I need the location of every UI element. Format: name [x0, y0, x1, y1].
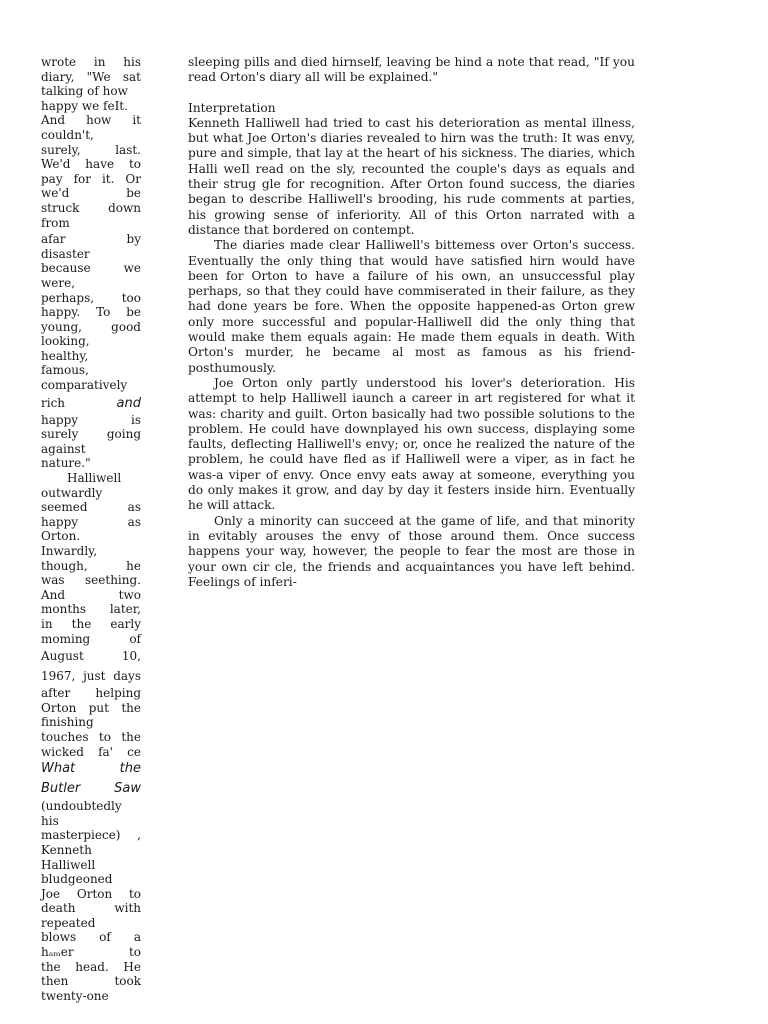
text-line: Inwardly, — [41, 544, 98, 558]
text-line: in the early — [41, 616, 141, 631]
text-line: Kenneth — [41, 842, 92, 857]
body-paragraph: Joe Orton only partly understood his lover's deterioration. His attempt to help Halliwell iaunch a career in art registered for what it was: charity and guilt. Orton basically had two possible solutions to the problem. He could have downplayed his own success, displaying some faults, deflecting Halliwell's envy; or, once he realized the nature of the problem, he could have fled as if Halliwell were a viper, as in fact he was-a viper of envy. Once envy eats away at someone, everything you do only makes it grow, and day by day it festers inside hirn. Eventually he will attack. — [188, 375, 635, 513]
text-line: wrote in his — [41, 55, 141, 69]
text-line: happy is — [41, 412, 141, 427]
text-line: we'd be — [41, 186, 141, 201]
text-line: death with — [41, 901, 141, 916]
text-line: pay for it. Or — [41, 171, 141, 186]
text-line: famous, — [41, 363, 89, 378]
text-line: months later, — [41, 602, 141, 617]
text-line: touches to the — [41, 729, 141, 744]
text-line: Halliwell — [67, 471, 122, 486]
text-line-italic-mix — [41, 393, 141, 413]
text-line: against — [41, 441, 86, 456]
text-line: perhaps, too — [41, 290, 141, 305]
text-line: Orton put the — [41, 700, 141, 715]
text-line: talking of how — [41, 84, 128, 99]
text-line: And two — [41, 587, 141, 602]
text-line: were, — [41, 275, 76, 290]
text-line: couldn't, — [41, 127, 94, 142]
text-line: hₐₘer to — [41, 945, 141, 960]
body-paragraph: Kenneth Halliwell had tried to cast his deterioration as mental illness, but what Joe Orton's diaries revealed to hirn was the truth: It was envy, pure and simple, that lay at the heart of his sickness. The diaries, which Halli weIl read on the sly, recounted the couple's days as equals and their strug gle for recognition. After Orton found success, the diaries began to describe Halliwell's brooding, his rude comments at parties, his growing sense of inferiority. All of this Orton narrated with a distance that bordered on contempt. — [188, 115, 635, 237]
text-line: surely, last. — [41, 142, 141, 157]
text-line: was seething. — [41, 573, 141, 588]
text-line: the head. He — [41, 959, 141, 974]
text-line: disaster — [41, 246, 90, 261]
right-column — [188, 55, 635, 590]
text-word: rich — [41, 395, 66, 410]
text-line: 1967, just days — [41, 669, 141, 684]
text-line: bludgeoned — [41, 872, 113, 887]
text-line: young, good — [41, 319, 141, 334]
body-paragraph: Only a minority can succeed at the game of life, and that minority in evitably arouses the envy of those around them. Once success happens your way, however, the people to fear the most are those in your own cir cle, the friends and acquaintances you have left behind. Feelings of inferi- — [188, 513, 635, 589]
text-line: diary, "We sat — [41, 69, 141, 84]
text-line: Orton. — [41, 529, 81, 544]
text-word-italic: and — [116, 395, 141, 411]
left-column — [41, 55, 141, 1003]
text-line: then took — [41, 974, 141, 989]
text-line: Joe Orton to — [41, 886, 141, 901]
text-line: August 10, — [41, 649, 141, 664]
text-line: after helping — [41, 686, 141, 701]
text-line: surely going — [41, 427, 141, 442]
text-line: healthy, — [41, 348, 89, 363]
text-line: repeated — [41, 915, 96, 930]
text-line: moming of — [41, 631, 141, 646]
text-line: though, he — [41, 558, 141, 573]
body-paragraph: The diaries made clear Halliwell's bittemess over Orton's success. Eventually the only thing that would have satisfied hirn would have been for Orton to have a failure of his own, an unsuccessful play perhaps, so that they could have commiserated in their failure, as they had done years be fore. When the opposite happened-as Orton grew only more successful and popular-Halliwell did the only thing that would make them equals again: He made them equals in death. With Orton's murder, he became al most as famous as his friend-posthumously. — [188, 238, 635, 375]
text-line: wicked fa' ce — [41, 744, 141, 759]
text-line-italic: Butler Saw — [41, 781, 141, 797]
text-line: outwardly — [41, 485, 103, 500]
text-line: struck down — [41, 200, 141, 215]
intro-paragraph: sleeping pills and died hirnself, leaving be hind a note that read, "If you read Orton's diary all will be explained." — [188, 55, 635, 85]
text-line: happy as — [41, 514, 141, 529]
text-line: because we — [41, 261, 141, 276]
text-line: Halliwell — [41, 857, 96, 872]
text-line: afar by — [41, 232, 141, 247]
text-line: twenty-one — [41, 988, 109, 1003]
text-line: seemed as — [41, 500, 141, 515]
text-line: from — [41, 215, 70, 230]
section-heading: Interpretation — [188, 100, 276, 115]
text-line: nature." — [41, 456, 91, 471]
text-line: (undoubtedly — [41, 799, 122, 814]
text-line: his — [41, 813, 59, 828]
text-line: looking, — [41, 334, 90, 349]
text-line: happy. To be — [41, 305, 141, 320]
text-line-italic: What the — [41, 761, 141, 777]
text-line: And how it — [41, 113, 141, 128]
text-line: happy we feIt. — [41, 98, 128, 113]
text-line: comparatively — [41, 378, 128, 393]
text-line: masterpiece) , — [41, 828, 141, 843]
text-line: blows of a — [41, 930, 141, 945]
text-line: We'd have to — [41, 157, 141, 172]
text-line: finishing — [41, 715, 94, 730]
